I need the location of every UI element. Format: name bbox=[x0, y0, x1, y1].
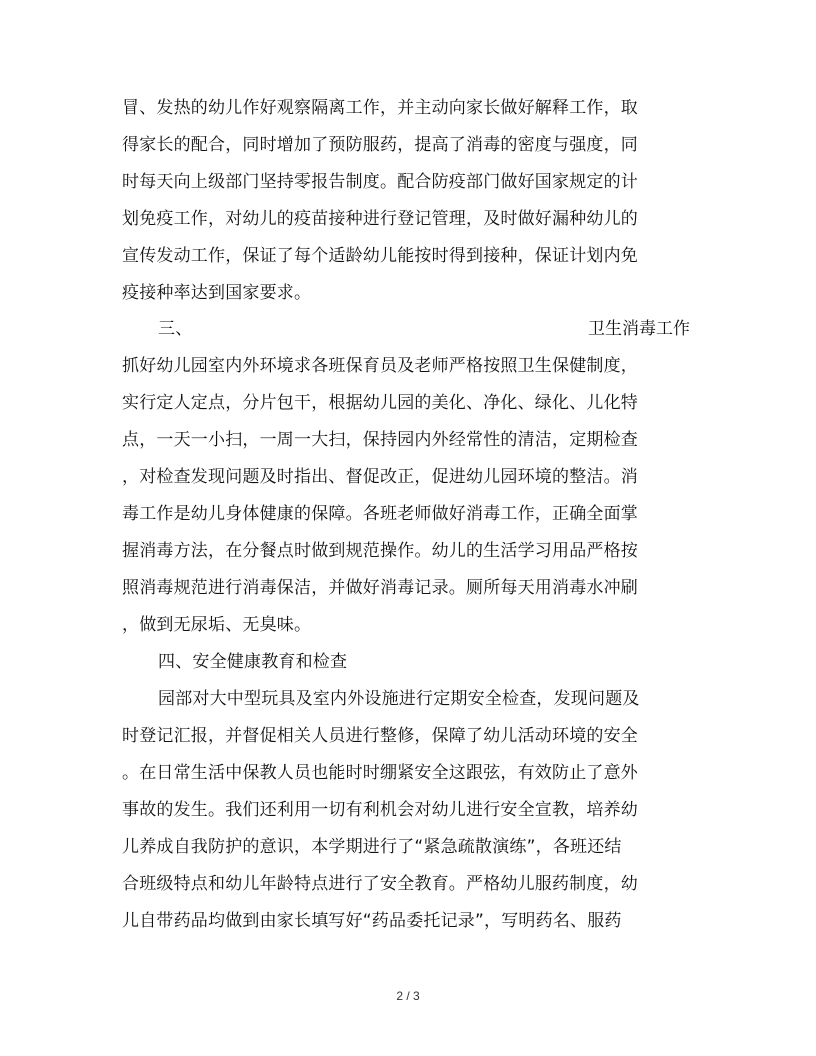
text-line: 合班级特点和幼儿年龄特点进行了安全教育。严格幼儿服药制度，幼 bbox=[122, 874, 638, 894]
text-line: ，做到无尿垢、无臭味。 bbox=[122, 615, 312, 635]
text-line: 时登记汇报，并督促相关人员进行整修，保障了幼儿活动环境的安全 bbox=[122, 726, 638, 746]
text-line: 得家长的配合，同时增加了预防服药，提高了消毒的密度与强度，同 bbox=[122, 135, 638, 155]
text-line: ，对检查发现问题及时指出、督促改正，促进幼儿园环境的整洁。消 bbox=[122, 467, 638, 487]
text-line: 照消毒规范进行消毒保洁，并做好消毒记录。厕所每天用消毒水冲刷 bbox=[122, 578, 638, 598]
text-line: 。在日常生活中保教人员也能时时绷紧安全这跟弦，有效防止了意外 bbox=[122, 763, 638, 783]
text-line: 儿养成自我防护的意识，本学期进行了“紧急疏散演练”，各班还结 bbox=[122, 837, 622, 857]
section-heading-number: 三、 bbox=[158, 319, 193, 339]
section-heading: 四、安全健康教育和检查 bbox=[158, 652, 348, 672]
text-line: 事故的发生。我们还利用一切有利机会对幼儿进行安全宣教，培养幼 bbox=[122, 800, 638, 820]
text-line: 划免疫工作，对幼儿的疫苗接种进行登记管理，及时做好漏种幼儿的 bbox=[122, 209, 638, 229]
text-line: 儿自带药品均做到由家长填写好“药品委托记录”，写明药名、服药 bbox=[122, 911, 622, 931]
page-number: 2 / 3 bbox=[396, 989, 420, 1003]
text-line: 疫接种率达到国家要求。 bbox=[122, 283, 312, 303]
text-line: 时每天向上级部门坚持零报告制度。配合防疫部门做好国家规定的计 bbox=[122, 172, 638, 192]
text-line: 园部对大中型玩具及室内外设施进行定期安全检查，发现问题及 bbox=[158, 689, 640, 709]
text-line: 抓好幼儿园室内外环境求各班保育员及老师严格按照卫生保健制度， bbox=[122, 356, 638, 376]
text-line: 握消毒方法，在分餐点时做到规范操作。幼儿的生活学习用品严格按 bbox=[122, 541, 638, 561]
text-line: 点，一天一小扫，一周一大扫，保持园内外经常性的清洁，定期检查 bbox=[122, 430, 638, 450]
text-line: 宣传发动工作，保证了每个适龄幼儿能按时得到接种，保证计划内免 bbox=[122, 246, 638, 266]
text-line: 毒工作是幼儿身体健康的保障。各班老师做好消毒工作，正确全面掌 bbox=[122, 504, 638, 524]
text-line: 冒、发热的幼儿作好观察隔离工作，并主动向家长做好解释工作，取 bbox=[122, 98, 638, 118]
text-line: 实行定人定点，分片包干，根据幼儿园的美化、净化、绿化、儿化特 bbox=[122, 393, 638, 413]
section-heading-title: 卫生消毒工作 bbox=[588, 319, 690, 339]
